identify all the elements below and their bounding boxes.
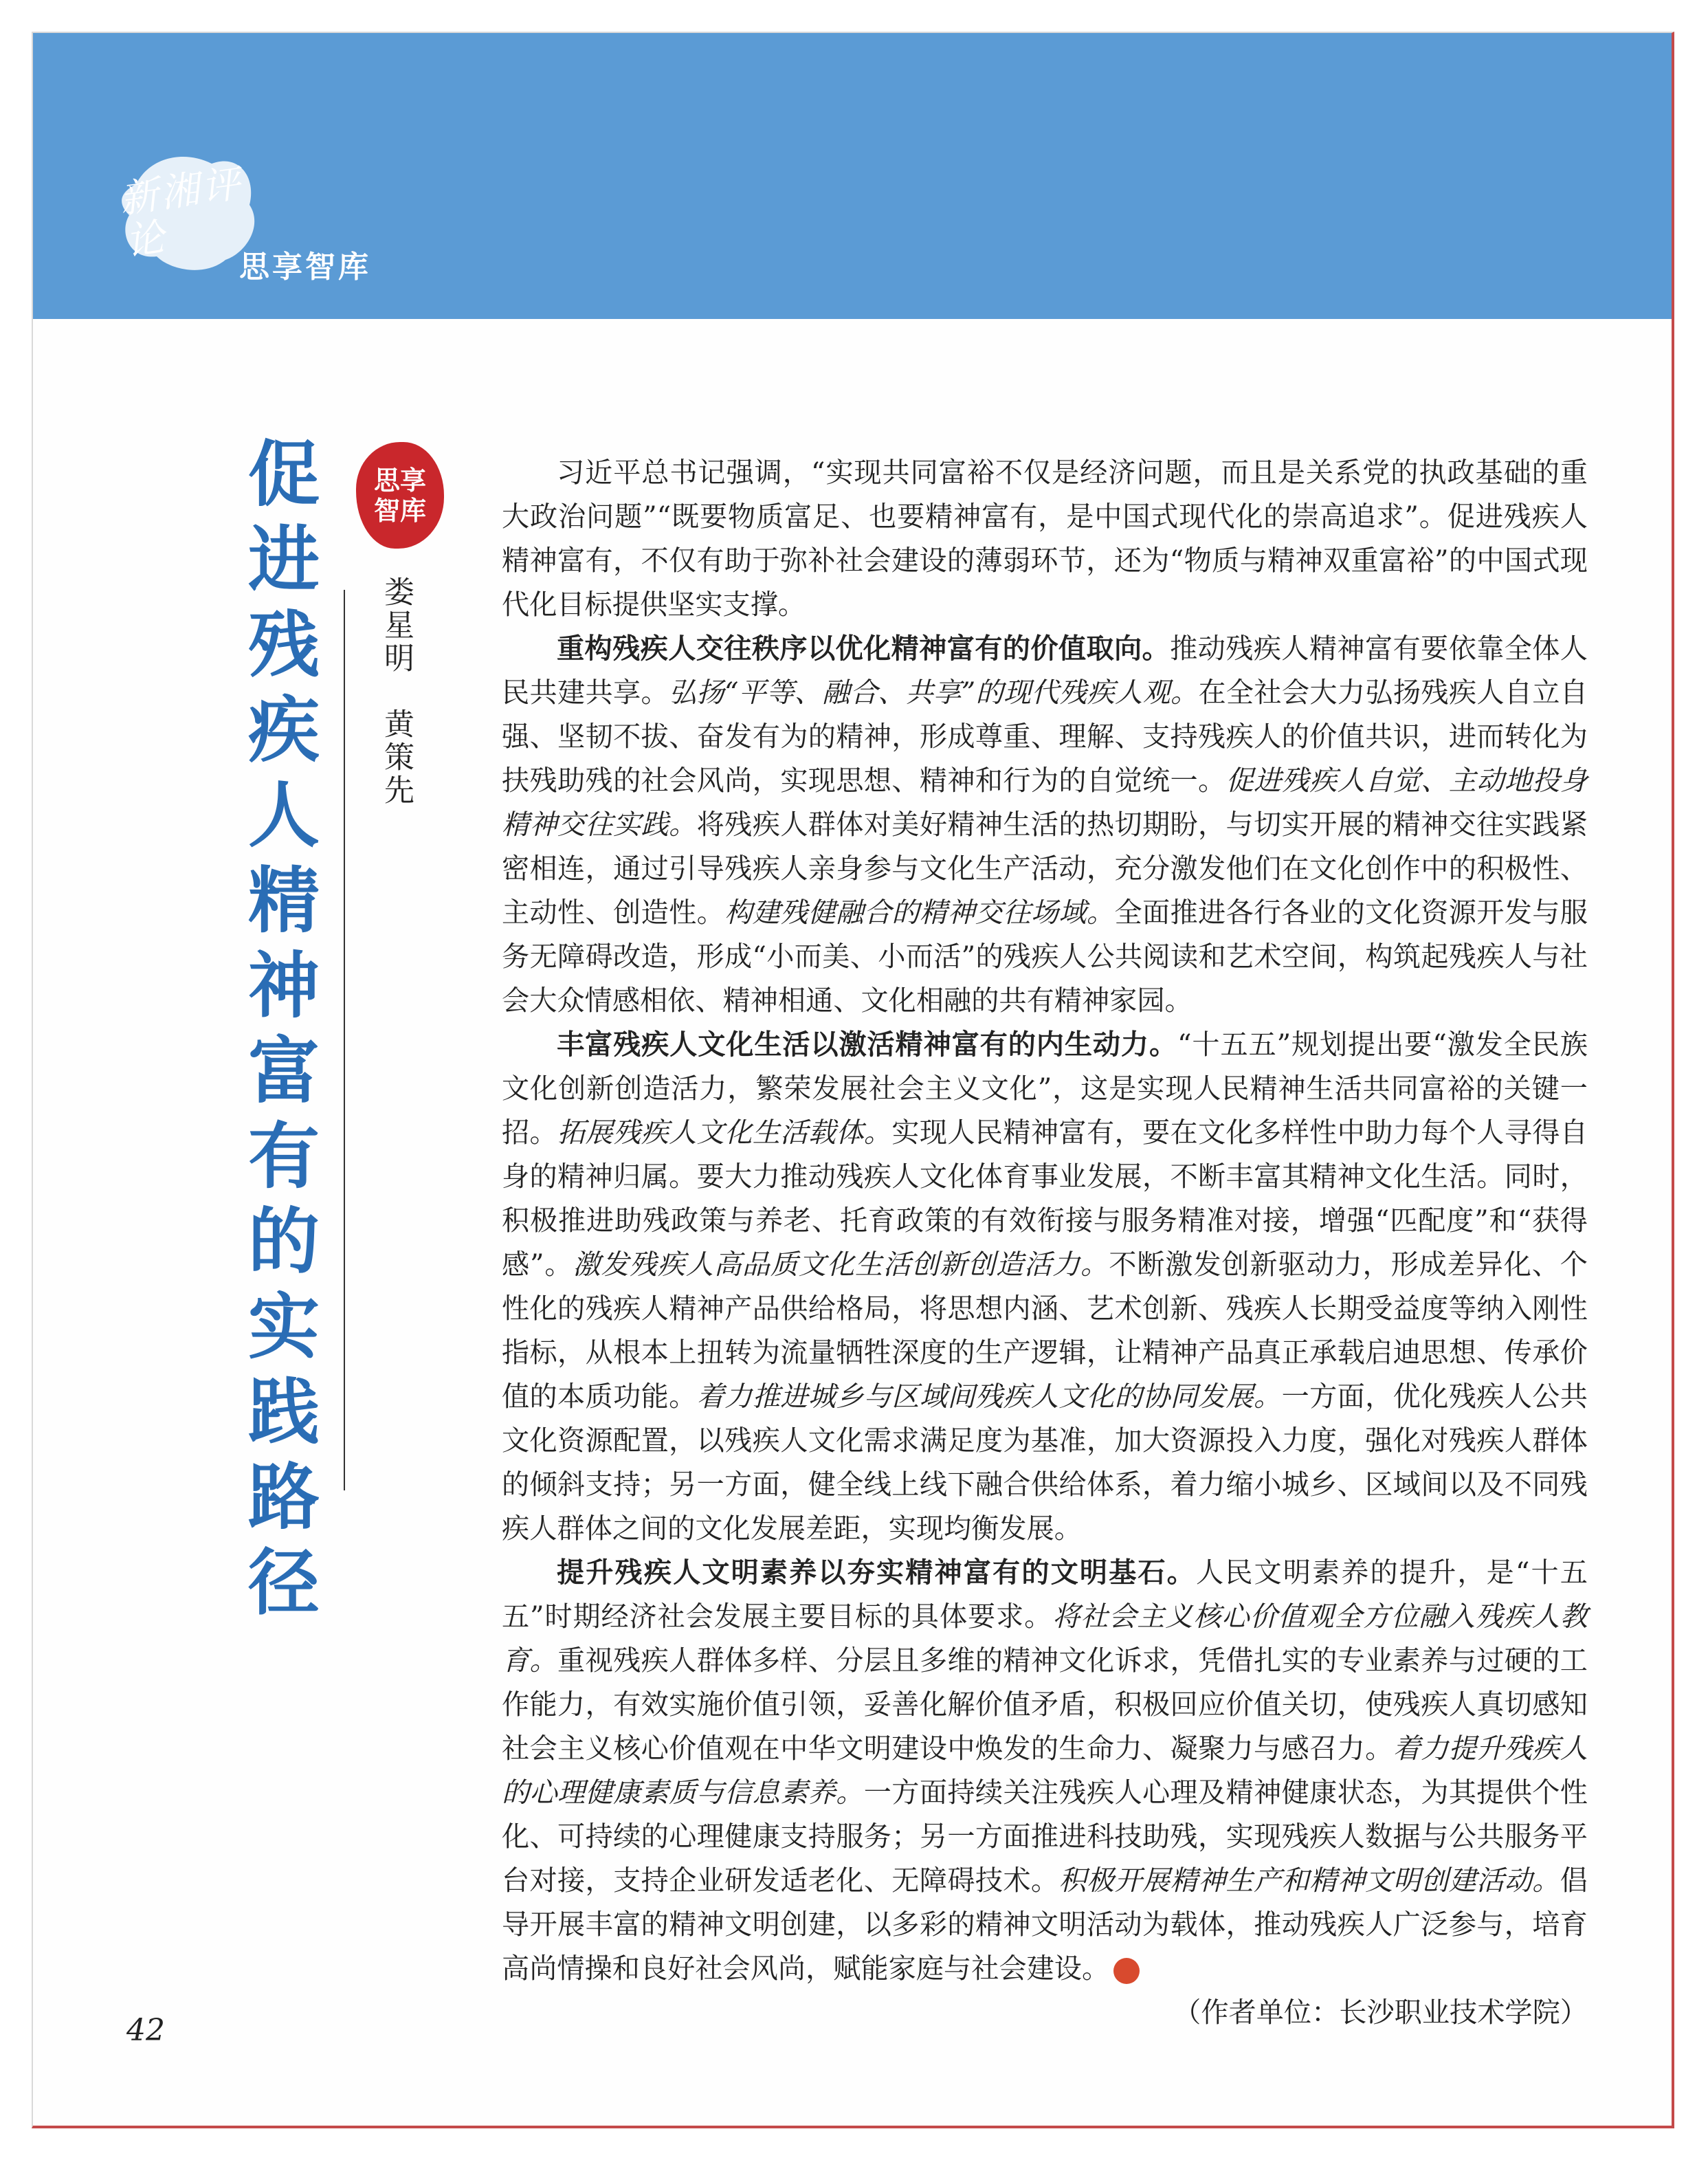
section-label: 思享智库 (239, 250, 371, 285)
logo-wordmark: 新湘评论 (116, 161, 246, 265)
page-number: 42 (126, 2013, 165, 2048)
article-body (502, 451, 1588, 2035)
article-title: 促进残疾人精神富有的实践路径 (247, 432, 320, 1624)
author-affiliation: （作者单位：长沙职业技术学院） (1173, 1997, 1588, 2029)
column-seal: 思享智库 (356, 442, 444, 549)
title-divider (344, 590, 345, 1490)
paragraph-section-1: 重构残疾人交往秩序以优化精神富有的价值取向。推动残疾人精神富有要依靠全体人民共建共享。弘扬“平等、融合、共享”的现代残疾人观。在全社会大力弘扬残疾人自立自强、坚韧不拔、奋发有为的精神，形成尊重、理解、支持残疾人的价值共识，进而转化为扶残助残的社会风尚，实现思想、精神和行为的自觉统一。促进残疾人自觉、主动地投身精神交往实践。将残疾人群体对美好精神生活的热切期盼，与切实开展的精神交往实践紧密相连，通过引导残疾人亲身参与文化生产活动，充分激发他们在文化创作中的积极性、主动性、创造性。构建残健融合的精神交往场域。全面推进各行各业的文化资源开发与服务无障碍改造，形成“小而美、小而活”的残疾人公共阅读和艺术空间，构筑起残疾人与社会大众情感相依、精神相通、文化相融的共有精神家园。 (502, 633, 1588, 1017)
article-authors: 娄星明 黄策先 (379, 576, 414, 807)
section-heading-2: 丰富残疾人文化生活以激活精神富有的内生动力。 (557, 1029, 1178, 1061)
section-heading-3: 提升残疾人文明素养以夯实精神富有的文明基石。 (557, 1557, 1196, 1589)
section-heading-1: 重构残疾人交往秩序以优化精神富有的价值取向。 (557, 633, 1171, 665)
header-banner (33, 33, 1672, 319)
end-mark-icon (1113, 1958, 1140, 1984)
paragraph-intro: 习近平总书记强调，“实现共同富裕不仅是经济问题，而且是关系党的执政基础的重大政治问题”“既要物质富足、也要精神富有，是中国式现代化的崇高追求”。促进残疾人精神富有，不仅有助于弥补社会建设的薄弱环节，还为“物质与精神双重富裕”的中国式现代化目标提供坚实支撑。 (502, 457, 1588, 621)
paragraph-section-3: 提升残疾人文明素养以夯实精神富有的文明基石。人民文明素养的提升，是“十五五”时期经济社会发展主要目标的具体要求。将社会主义核心价值观全方位融入残疾人教育。重视残疾人群体多样、分层且多维的精神文化诉求，凭借扎实的专业素养与过硬的工作能力，有效实施价值引领，妥善化解价值矛盾，积极回应价值关切，使残疾人真切感知社会主义核心价值观在中华文明建设中焕发的生命力、凝聚力与感召力。着力提升残疾人的心理健康素质与信息素养。一方面持续关注残疾人心理及精神健康状态，为其提供个性化、可持续的心理健康支持服务；另一方面推进科技助残，实现残疾人数据与公共服务平台对接，支持企业研发适老化、无障碍技术。积极开展精神生产和精神文明创建活动。倡导开展丰富的精神文明创建，以多彩的精神文明活动为载体，推动残疾人广泛参与，培育高尚情操和良好社会风尚，赋能家庭与社会建设。 （作者单位：长沙职业技术学院） (502, 1551, 1588, 1991)
magazine-page (32, 32, 1674, 2128)
paragraph-section-2: 丰富残疾人文化生活以激活精神富有的内生动力。“十五五”规划提出要“激发全民族文化创新创造活力，繁荣发展社会主义文化”，这是实现人民精神生活共同富裕的关键一招。拓展残疾人文化生活载体。实现人民精神富有，要在文化多样性中助力每个人寻得自身的精神归属。要大力推动残疾人文化体育事业发展，不断丰富其精神文化生活。同时，积极推进助残政策与养老、托育政策的有效衔接与服务精准对接，增强“匹配度”和“获得感”。激发残疾人高品质文化生活创新创造活力。不断激发创新驱动力，形成差异化、个性化的残疾人精神产品供给格局，将思想内涵、艺术创新、残疾人长期受益度等纳入刚性指标，从根本上扭转为流量牺牲深度的生产逻辑，让精神产品真正承载启迪思想、传承价值的本质功能。着力推进城乡与区域间残疾人文化的协同发展。一方面，优化残疾人公共文化资源配置，以残疾人文化需求满足度为基准，加大资源投入力度，强化对残疾人群体的倾斜支持；另一方面，健全线上线下融合供给体系，着力缩小城乡、区域间以及不同残疾人群体之间的文化发展差距，实现均衡发展。 (502, 1029, 1588, 1545)
